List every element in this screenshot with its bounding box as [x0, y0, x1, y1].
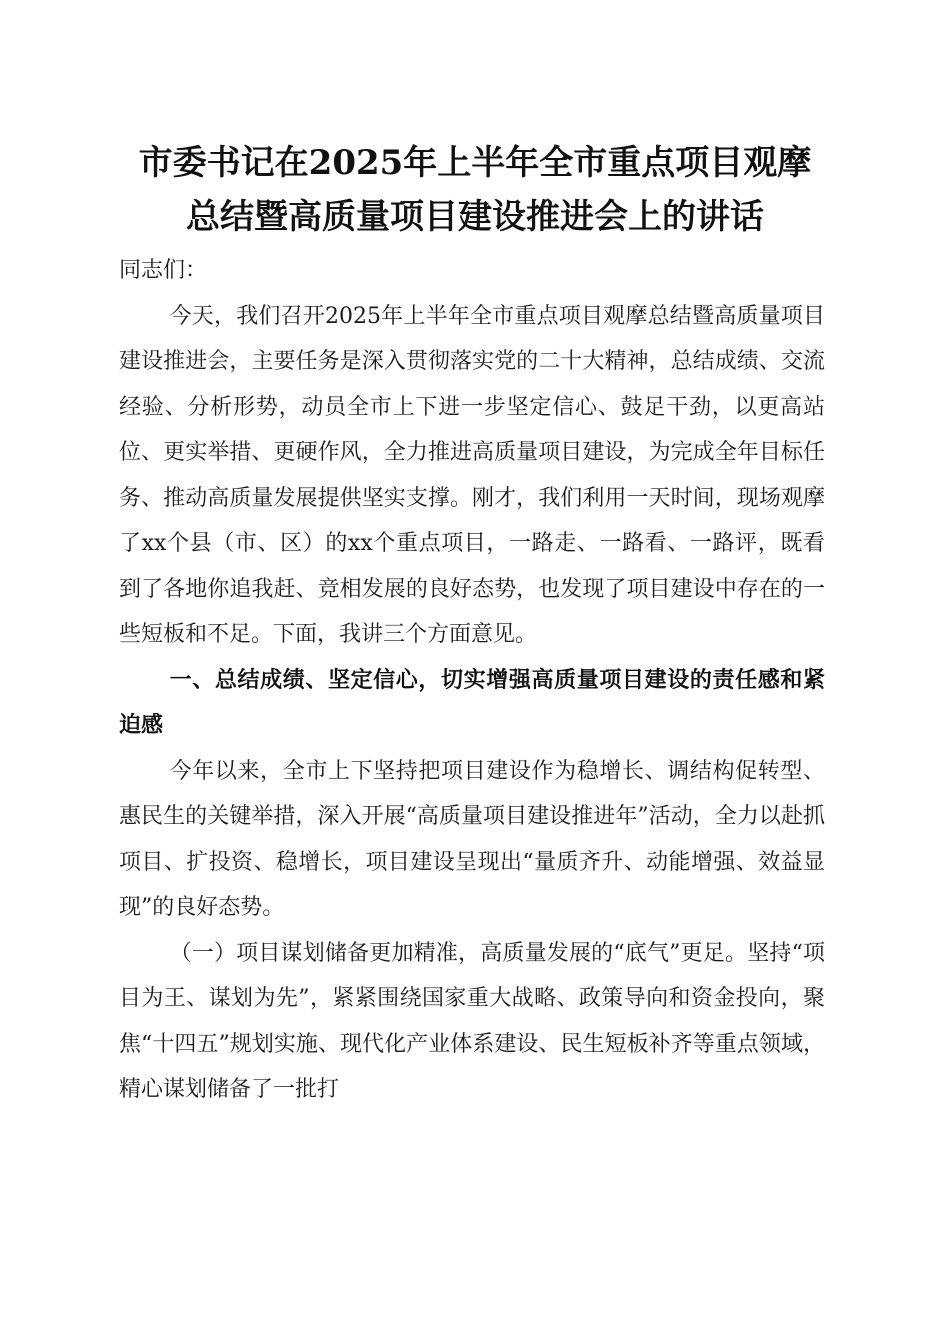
salutation: 同志们：	[119, 258, 208, 283]
subsection-1-heading: （一）项目谋划储备更加精准，高质量发展的“底气”更足。	[169, 940, 748, 966]
title-line-2: 总结暨高质量项目建设推进会上的讲话	[186, 197, 764, 237]
document-title	[100, 136, 850, 244]
intro-paragraph: 今天，我们召开2025年上半年全市重点项目观摩总结暨高质量项目建设推进会，主要任务是深入贯彻落实党的二十大精神，总结成绩、交流经验、分析形势，动员全市上下进一步坚定信心、鼓足干劲，以更高站位、更实举措、更硬作风，全力推进高质量项目建设，为完成全年目标任务、推动高质量发展提供坚实支撑。刚才，我们利用一天时间，现场观摩了xx个县（市、区）的xx个重点项目，一路走、一路看、一路评，既看到了各地你追我赶、竞相发展的良好态势，也发现了项目建设中存在的一些短板和不足。下面，我讲三个方面意见。	[119, 303, 825, 647]
document-body	[119, 248, 825, 1113]
subsection-1-paragraph	[119, 931, 825, 1113]
subsection-1-text: 坚持“项目为王、谋划为先”，紧紧围绕国家重大战略、政策导向和资金投向，聚焦“十四五”规划实施、现代化产业体系建设、民生短板补齐等重点领域，精心谋划储备了一批打	[119, 940, 826, 1102]
section-1-heading: 一、总结成绩、坚定信心，切实增强高质量项目建设的责任感和紧迫感	[119, 667, 825, 738]
section-1-paragraph: 今年以来，全市上下坚持把项目建设作为稳增长、调结构促转型、惠民生的关键举措，深入开展“高质量项目建设推进年”活动，全力以赴抓项目、扩投资、稳增长，项目建设呈现出“量质齐升、动能增强、效益显现”的良好态势。	[119, 758, 825, 920]
title-line-1: 市委书记在2025年上半年全市重点项目观摩	[138, 143, 812, 183]
